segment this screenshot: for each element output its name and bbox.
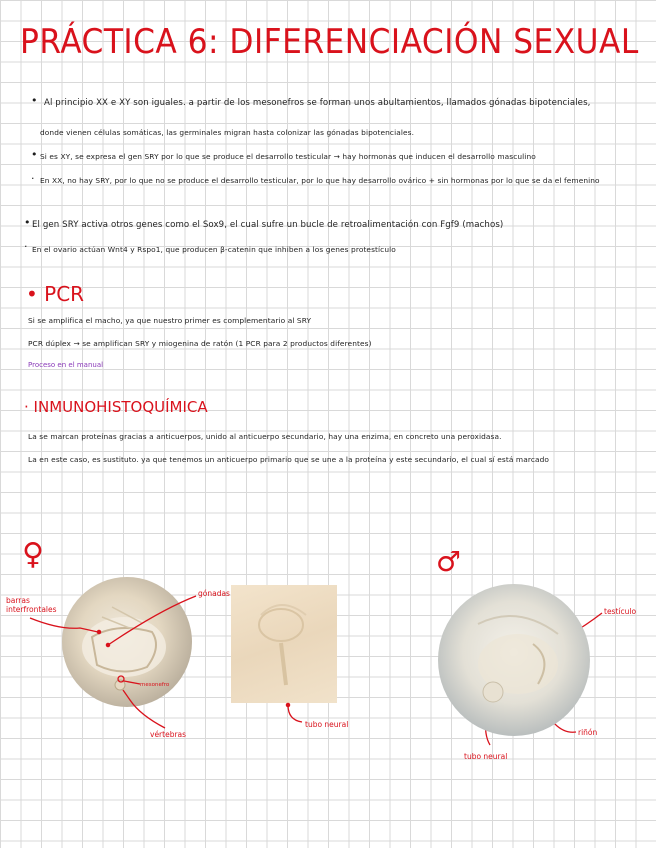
ihq-line-1: La se marcan proteínas gracias a anticuerpos, unido al anticuerpo secundario, hay una enzima, en concreto una peroxidasa. <box>28 432 502 441</box>
male-embryo-drawing <box>438 584 590 736</box>
bullet: • <box>31 148 38 161</box>
bullet: · <box>31 172 35 185</box>
pointer-gonadas <box>108 596 196 645</box>
pointer-tubo-female <box>288 705 302 722</box>
label-tubo-female: tubo neural <box>305 720 349 729</box>
pcr-heading-text: PCR <box>44 282 85 306</box>
intro-line-2: donde vienen células somáticas, las germinales migran hasta colonizar las gónadas bipotenciales. <box>40 128 415 137</box>
genes-line-1: El gen SRY activa otros genes como el Sox9, el cual sufre un bucle de retroalimentación con Fgf9 (machos) <box>32 220 504 230</box>
female-symbol-icon: ♀ <box>22 537 44 572</box>
bullet: • <box>24 216 31 229</box>
label-rinon: riñón <box>578 728 598 737</box>
intro-line-1: Al principio XX e XY son iguales. a partir de los mesonefros se forman unos abultamientos, llamados gónadas bipotenciales, <box>44 98 591 108</box>
pcr-heading: • PCR <box>26 282 85 306</box>
pointer-crestas <box>30 618 98 632</box>
label-vertebras: vértebras <box>150 730 187 739</box>
intro-line-3: Si es XY, se expresa el gen SRY por lo que se produce el desarrollo testicular → hay hormonas que inducen el desarrollo masculino <box>40 152 536 161</box>
pcr-line-1: Si se amplifica el macho, ya que nuestro primer es complementario al SRY <box>28 316 312 325</box>
ihq-heading-text: INMUNOHISTOQUÍMICA <box>33 398 208 416</box>
bullet: · <box>24 240 28 253</box>
label-mesonefro: mesonefro <box>140 682 170 688</box>
page-title: PRÁCTICA 6: DIFERENCIACIÓN SEXUAL <box>20 22 639 62</box>
intro-line-4: En XX, no hay SRY, por lo que no se produce el desarrollo testicular, por lo que hay desarrollo ovárico + sin hormonas por lo que se da el femenino <box>40 176 600 185</box>
genes-line-2: En el ovario actúan Wnt4 y Rspo1, que producen β-catenin que inhiben a los genes protestículo <box>32 245 396 254</box>
pointer-mesonefro <box>124 681 140 684</box>
ihq-line-2: La en este caso, es sustituto. ya que tenemos un anticuerpo primario que se une a la proteína y este secundario, el cual sí está marcado <box>28 455 550 464</box>
pcr-line-2: PCR dúplex → se amplifican SRY y miogenina de ratón (1 PCR para 2 productos diferentes) <box>28 339 372 348</box>
label-crestas: barras interfrontales <box>6 596 57 614</box>
pcr-note: Proceso en el manual <box>28 361 104 369</box>
ihq-heading: · INMUNOHISTOQUÍMICA <box>24 398 208 416</box>
pointer-vertebras <box>123 690 165 728</box>
male-microscope-image <box>438 584 590 736</box>
label-gonadas: gónadas <box>198 589 230 598</box>
male-symbol-icon: ♂ <box>436 545 462 578</box>
label-testiculo: testículo <box>604 607 637 616</box>
bullet: • <box>31 94 38 107</box>
pointer-mesonefro-circle <box>118 676 124 682</box>
label-tubo-male: tubo neural <box>464 752 508 761</box>
